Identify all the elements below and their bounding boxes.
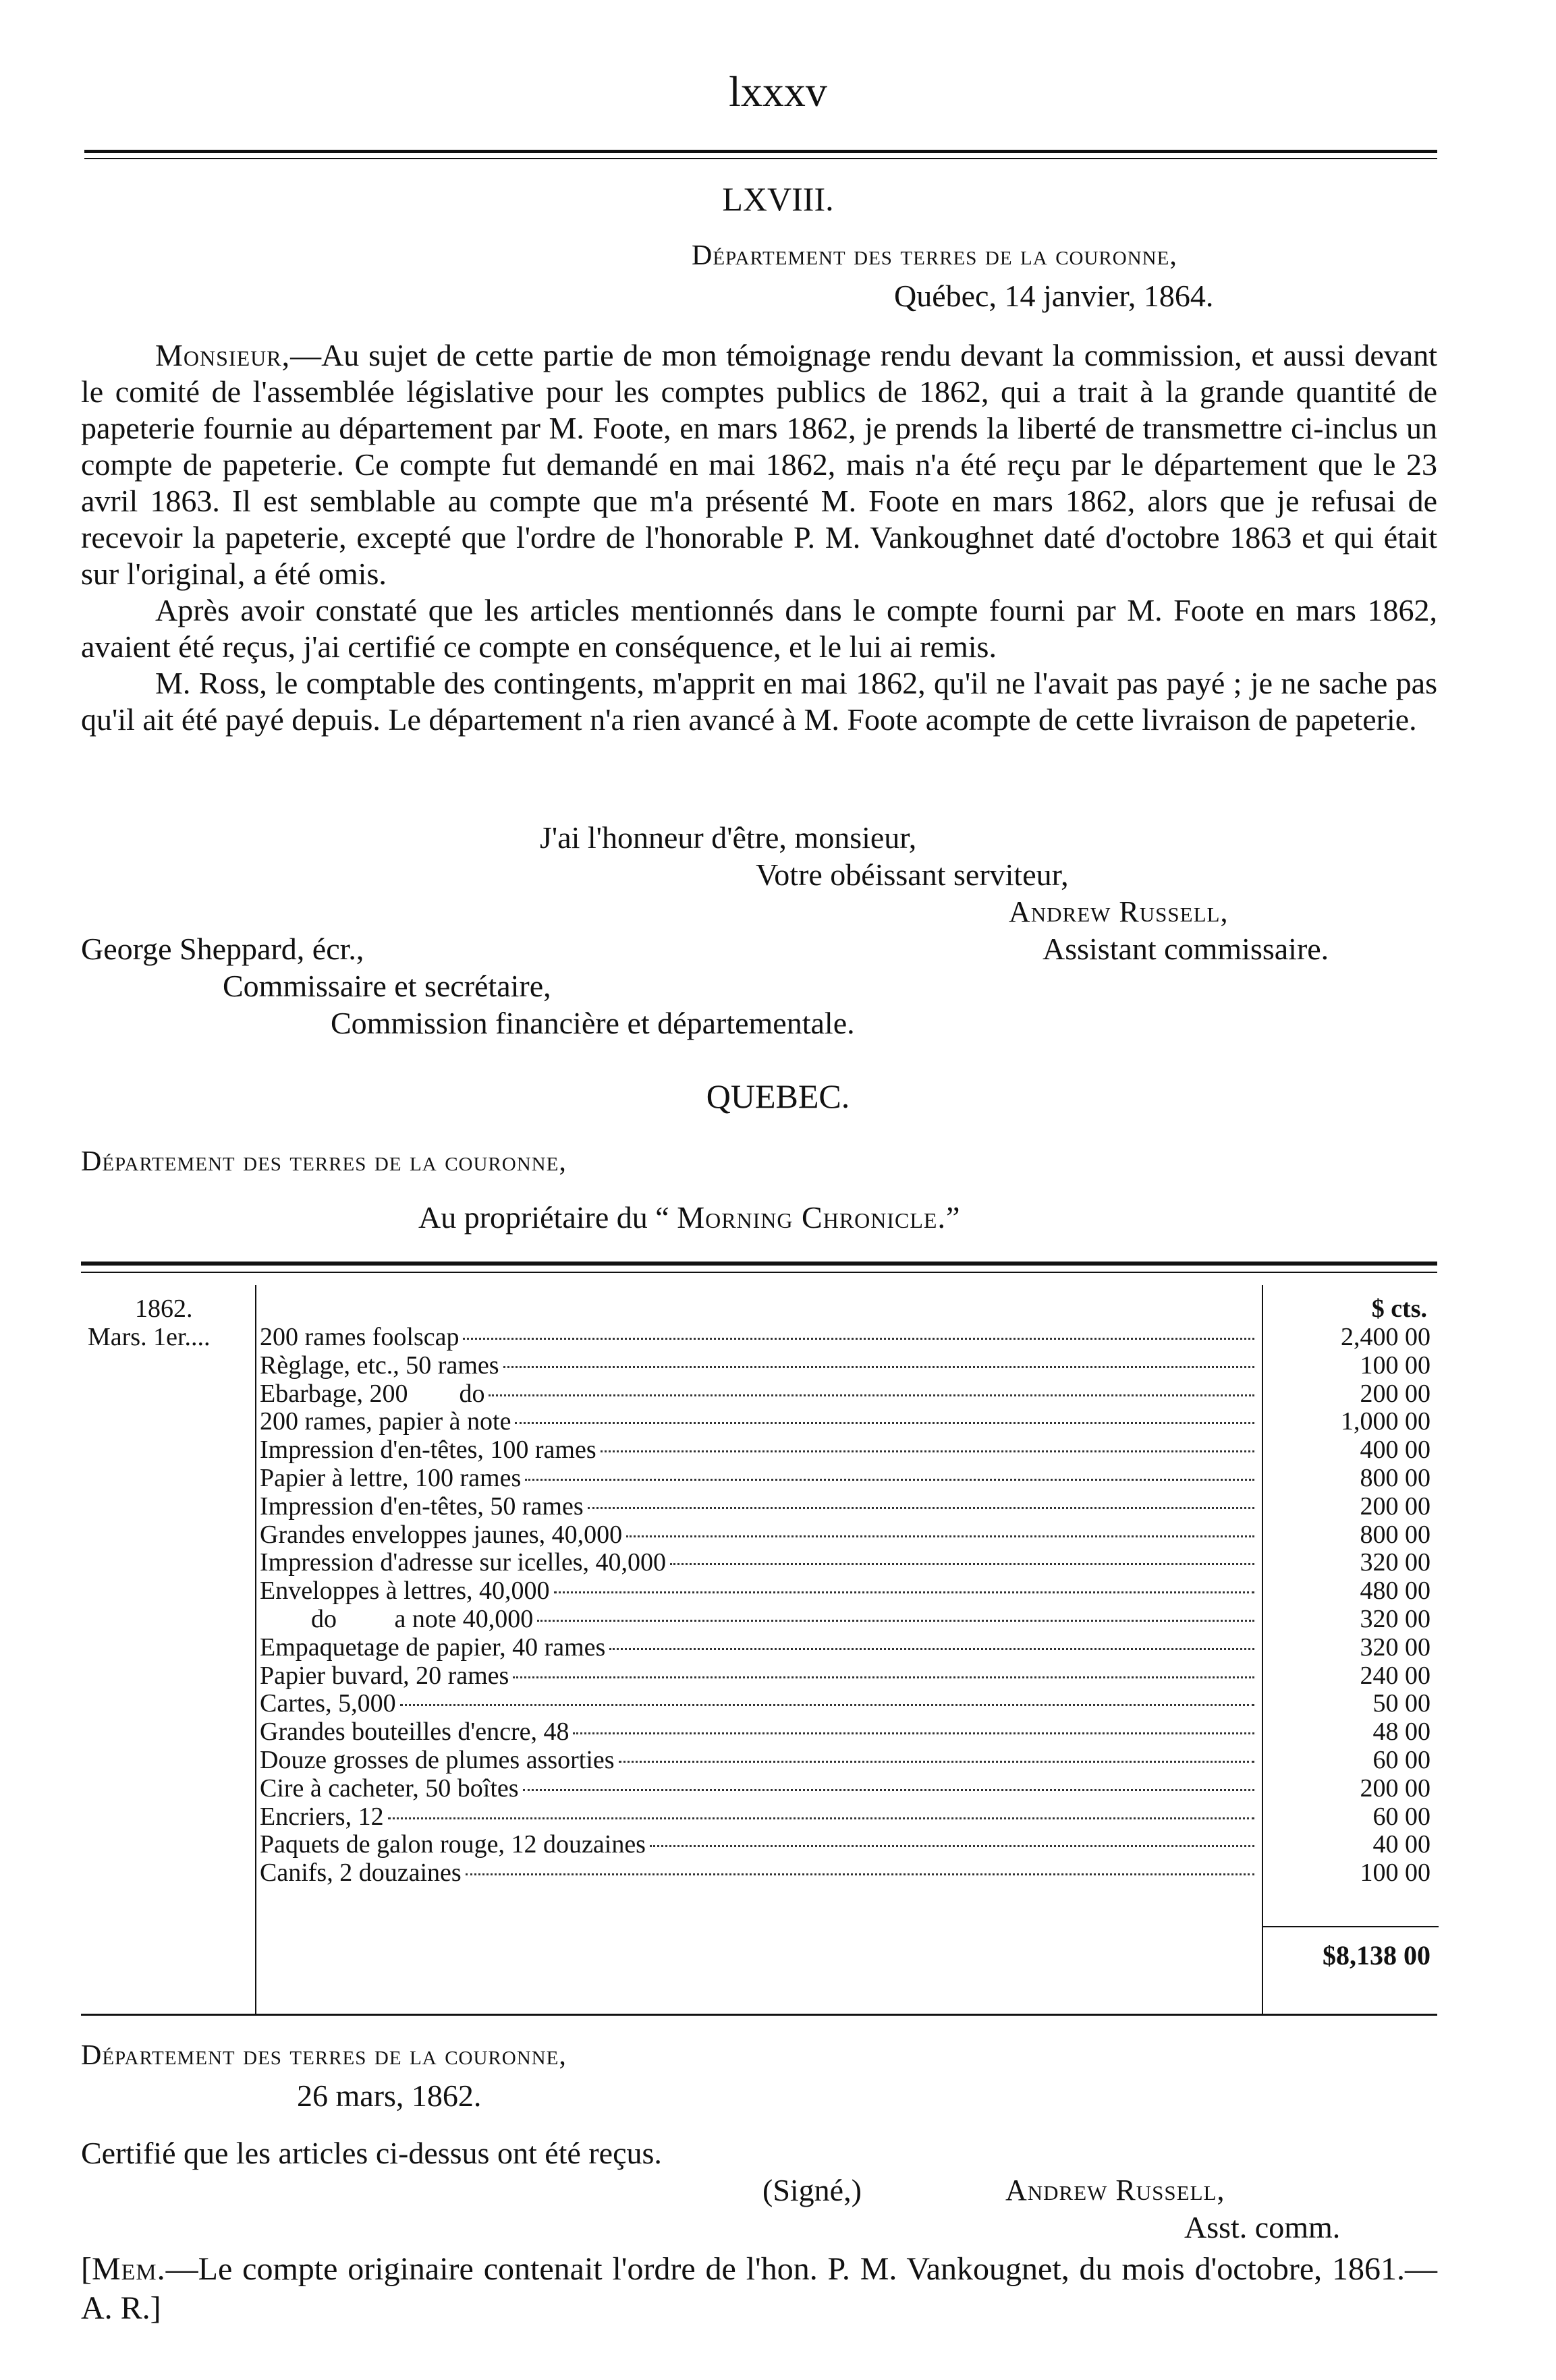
invoice-item-description: Canifs, 2 douzaines: [260, 1859, 462, 1888]
invoice-item-description: Règlage, etc., 50 rames: [260, 1351, 499, 1380]
leader-dots: [601, 1450, 1254, 1452]
invoice-item-row: [260, 1747, 1258, 1775]
invoice-date: Mars. 1er....: [88, 1323, 211, 1351]
invoice-item-description: do a note 40,000: [260, 1605, 534, 1633]
signer-title: Assistant commissaire.: [1043, 932, 1329, 966]
top-rule-thin: [84, 158, 1437, 159]
invoice-item-description: Impression d'adresse sur icelles, 40,000: [260, 1548, 667, 1577]
letter-paragraph-2: Après avoir constaté que les articles mentionnés dans le compte fourni par M. Foote en mars 1862, avaient été reçus, j'ai certifié ce compte en conséquence, et le lui ai remis.: [81, 593, 1437, 664]
leader-dots: [619, 1761, 1254, 1763]
recipient-line-3: Commission financière et départementale.: [331, 1006, 855, 1040]
leader-dots: [573, 1732, 1254, 1734]
leader-dots: [670, 1563, 1254, 1565]
invoice-item-amount: 50 00: [1372, 1689, 1430, 1718]
closing-line-2: Votre obéissant serviteur,: [756, 857, 1069, 892]
invoice-item-description: Papier buvard, 20 rames: [260, 1661, 509, 1690]
invoice-item-amount: 320 00: [1360, 1633, 1430, 1662]
table-vline-left: [255, 1285, 256, 2014]
table-rule-thick: [81, 1262, 1437, 1266]
invoice-item-row: [260, 1803, 1258, 1832]
invoice-item-row: [260, 1549, 1258, 1577]
invoice-item-description: 200 rames foolscap: [260, 1323, 460, 1351]
signer-name: Andrew Russell,: [1009, 895, 1229, 928]
invoice-place: QUEBEC.: [706, 1077, 850, 1115]
invoice-item-description: Impression d'en-têtes, 50 rames: [260, 1492, 584, 1521]
invoice-item-amount: 240 00: [1360, 1661, 1430, 1690]
invoice-item-row: [260, 1690, 1258, 1718]
invoice-item-description: Papier à lettre, 100 rames: [260, 1464, 522, 1492]
invoice-item-amount: 800 00: [1360, 1520, 1430, 1549]
header-department: Département des terres de la couronne,: [692, 240, 1177, 271]
leader-dots: [503, 1366, 1254, 1368]
leader-dots: [609, 1648, 1254, 1650]
invoice-item-row: [260, 1408, 1258, 1436]
total-rule: [1263, 1926, 1439, 1927]
invoice-item-row: [260, 1606, 1258, 1634]
invoice-item-amount: 60 00: [1372, 1802, 1430, 1831]
invoice-item-amount: 400 00: [1360, 1436, 1430, 1465]
invoice-item-row: [260, 1465, 1258, 1493]
table-rule-thin: [81, 1272, 1437, 1273]
invoice-item-description: Enveloppes à lettres, 40,000: [260, 1577, 550, 1606]
invoice-item-row: [260, 1775, 1258, 1803]
leader-dots: [513, 1676, 1254, 1678]
leader-dots: [489, 1394, 1254, 1396]
invoice-item-description: Paquets de galon rouge, 12 douzaines: [260, 1830, 646, 1859]
certificate-text: Certifié que les articles ci-dessus ont été reçus.: [81, 2136, 662, 2170]
invoice-item-amount: 60 00: [1372, 1746, 1430, 1774]
invoice-item-amount: 200 00: [1360, 1379, 1430, 1408]
invoice-item-description: Impression d'en-têtes, 100 rames: [260, 1436, 596, 1465]
invoice-item-amount: 2,400 00: [1341, 1323, 1430, 1351]
letter-paragraph-1: [81, 337, 1437, 592]
leader-dots: [515, 1422, 1254, 1424]
leader-dots: [626, 1535, 1254, 1537]
invoice-item-row: [260, 1831, 1258, 1859]
invoice-item-row: [260, 1634, 1258, 1662]
page-number: lxxxv: [729, 67, 827, 115]
invoice-item-description: Grandes bouteilles d'encre, 48: [260, 1718, 569, 1747]
invoice-item-amount: 100 00: [1360, 1859, 1430, 1888]
invoice-item-description: Grandes enveloppes jaunes, 40,000: [260, 1520, 623, 1549]
memo-label: Mem.: [91, 2251, 166, 2287]
invoice-item-row: [260, 1718, 1258, 1747]
invoice-total: $8,138 00: [1323, 1940, 1430, 1971]
invoice-item-description: Encriers, 12: [260, 1802, 384, 1831]
certificate-department: Département des terres de la couronne,: [81, 2040, 567, 2071]
invoice-item-row: [260, 1493, 1258, 1521]
letter-body: [81, 337, 1437, 738]
invoice-item-description: Douze grosses de plumes assorties: [260, 1746, 615, 1774]
leader-dots: [523, 1789, 1254, 1791]
invoice-item-row: [260, 1521, 1258, 1550]
invoice-item-description: Cire à cacheter, 50 boîtes: [260, 1774, 519, 1803]
table-bottom-rule: [81, 2014, 1437, 2016]
invoice-item-row: [260, 1324, 1258, 1352]
closing-line-1: J'ai l'honneur d'être, monsieur,: [540, 820, 917, 855]
invoice-item-row: [260, 1577, 1258, 1606]
currency-header: $ cts.: [1371, 1295, 1427, 1323]
invoice-item-amount: 200 00: [1360, 1492, 1430, 1521]
recipient-line-2: Commissaire et secrétaire,: [223, 969, 551, 1003]
invoice-item-amount: 800 00: [1360, 1464, 1430, 1492]
invoice-item-row: [260, 1859, 1258, 1888]
memo-bracket: [: [81, 2251, 92, 2287]
letter-p1-text: —Au sujet de cette partie de mon témoignage rendu devant la commission, et aussi devant le comité de l'assemblée législative pour les comptes publics de 1862, qui a trait à la grande quantité de papeterie fournie au département par M. Foote, en mars 1862, je prends la liberté de transmettre ci-inclus un compte de papeterie. Ce compte fut demandé en mai 1862, mais n'a été reçu par le département que le 23 avril 1863. Il est semblable au compte que m'a présenté M. Foote en mars 1862, alors que je refusai de recevoir la papeterie, excepté que l'ordre de l'honorable P. M. Vankoughnet daté d'octobre 1863 et qui était sur l'original, a été omis.: [81, 338, 1437, 591]
invoice-item-amount: 100 00: [1360, 1351, 1430, 1380]
invoice-item-description: 200 rames, papier à note: [260, 1407, 511, 1436]
invoice-to: Au propriétaire du “: [418, 1200, 677, 1235]
invoice-item-amount: 200 00: [1360, 1774, 1430, 1803]
invoice-item-row: [260, 1352, 1258, 1380]
certificate-signed: (Signé,): [762, 2173, 862, 2207]
invoice-item-row: [260, 1662, 1258, 1691]
invoice-item-amount: 320 00: [1360, 1605, 1430, 1633]
invoice-to-end: ”: [945, 1200, 960, 1235]
invoice-item-row: [260, 1380, 1258, 1409]
invoice-item-amount: 48 00: [1372, 1718, 1430, 1747]
invoice-newspaper: Morning Chronicle.: [677, 1200, 946, 1235]
recipient-line-1: George Sheppard, écr.,: [81, 932, 364, 966]
certificate-date: 26 mars, 1862.: [297, 2078, 482, 2113]
top-rule-thick: [84, 150, 1437, 153]
leader-dots: [388, 1817, 1254, 1819]
leader-dots: [463, 1338, 1254, 1340]
invoice-item-description: Cartes, 5,000: [260, 1689, 396, 1718]
invoice-recipient: [418, 1199, 960, 1236]
leader-dots: [650, 1845, 1254, 1847]
invoice-item-amount: 1,000 00: [1341, 1407, 1430, 1436]
section-number: LXVIII.: [722, 180, 834, 218]
letter-paragraph-3: M. Ross, le comptable des contingents, m'apprit en mai 1862, qu'il ne l'avait pas payé ; je ne sache pas qu'il ait été payé depuis. Le département n'a rien avancé à M. Foote acompte de cette livraison de papeterie.: [81, 666, 1437, 737]
invoice-year: 1862.: [135, 1295, 193, 1323]
memo-text: —Le compte originaire contenait l'ordre de l'hon. P. M. Vankougnet, du mois d'octobre, 1861.—A. R.]: [81, 2251, 1437, 2326]
header-place-date: Québec, 14 janvier, 1864.: [894, 279, 1214, 313]
invoice-item-description: Ebarbage, 200 do: [260, 1379, 485, 1408]
leader-dots: [554, 1591, 1254, 1593]
leader-dots: [400, 1704, 1254, 1706]
certificate-signer: Andrew Russell,: [1005, 2174, 1225, 2207]
leader-dots: [537, 1620, 1254, 1622]
memo: [81, 2250, 1437, 2328]
invoice-item-amount: 40 00: [1372, 1830, 1430, 1859]
invoice-item-amount: 480 00: [1360, 1577, 1430, 1606]
leader-dots: [466, 1873, 1254, 1875]
invoice-department: Département des terres de la couronne,: [81, 1146, 567, 1177]
invoice-item-amount: 320 00: [1360, 1548, 1430, 1577]
salutation: Monsieur,: [155, 338, 291, 372]
invoice-item-description: Empaquetage de papier, 40 rames: [260, 1633, 606, 1662]
invoice-item-row: [260, 1436, 1258, 1465]
leader-dots: [525, 1479, 1254, 1481]
certificate-signer-title: Asst. comm.: [1184, 2210, 1341, 2244]
table-vline-right: [1262, 1285, 1263, 2014]
leader-dots: [588, 1507, 1254, 1509]
